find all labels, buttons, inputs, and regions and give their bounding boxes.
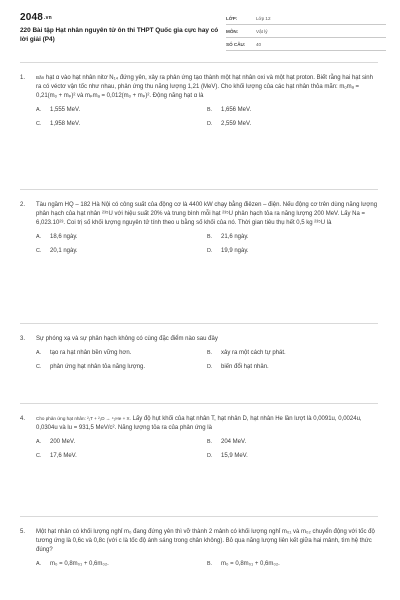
option-c[interactable] — [36, 121, 207, 127]
logo-suffix: .vn — [44, 15, 52, 21]
option-letter: B. — [207, 350, 213, 357]
option-text: 2,559 MeV. — [221, 121, 252, 128]
meta-row-class — [226, 14, 386, 25]
option-letter: D. — [207, 453, 213, 460]
question-5 — [20, 516, 378, 600]
question-stem: Một hạt nhân có khối lượng nghỉ m₀ đang đứng yên thì vỡ thành 2 mảnh có khối lượng nghỉ m₀₁ và m₀₂ chuyển động với tốc độ tương ứng là 0,6c và 0,8c (với c là tốc độ ánh sáng trong chân không). Bỏ qua năng lượng liên kết giữa hai mảnh, tìm hệ thức đúng? — [36, 529, 375, 554]
option-letter: C. — [36, 121, 42, 128]
question-body — [20, 74, 378, 101]
meta-row-subject — [226, 27, 386, 38]
option-d[interactable] — [207, 453, 378, 459]
question-lead: Bắn — [36, 75, 45, 80]
question-text — [36, 74, 378, 101]
option-text: m₀ = 0,8m₀₁ + 0,6m₀₂. — [50, 561, 109, 568]
option-a[interactable] — [36, 350, 207, 356]
question-stem: Sự phóng xạ và sự phân hạch không có cùng đặc điểm nào sau đây — [36, 336, 218, 342]
option-text: 1,958 MeV. — [50, 121, 81, 128]
option-b[interactable] — [207, 439, 378, 445]
meta-label: LỚP: — [226, 15, 238, 21]
meta-row-count — [226, 40, 386, 51]
option-letter: B. — [207, 439, 213, 446]
option-b[interactable] — [207, 561, 378, 567]
question-list — [0, 62, 400, 600]
option-b[interactable] — [207, 107, 378, 113]
option-text: 19,9 ngày. — [221, 248, 249, 255]
meta-label: SỐ CÂU: — [226, 41, 246, 47]
question-text — [36, 528, 378, 555]
logo-text: 2048 — [20, 12, 44, 23]
answer-options — [20, 107, 378, 127]
option-letter: B. — [207, 107, 213, 114]
option-b[interactable] — [207, 350, 378, 356]
option-text: 200 MeV. — [50, 439, 76, 446]
option-text: 204 MeV. — [221, 439, 247, 446]
question-body — [20, 201, 378, 228]
option-text: 20,1 ngày. — [50, 248, 78, 255]
option-a[interactable] — [36, 439, 207, 445]
question-text — [36, 335, 378, 344]
option-text: m₀ = 0,8m₀₁ + 0,6m₀₂. — [221, 561, 280, 568]
option-text: 17,6 MeV. — [50, 453, 77, 460]
meta-value: 40 — [256, 41, 262, 47]
question-body — [20, 335, 378, 344]
option-text: 1,555 MeV. — [50, 107, 81, 114]
question-1 — [20, 62, 378, 189]
option-text: phản ứng hạt nhân tỏa năng lượng. — [50, 364, 146, 371]
question-2 — [20, 189, 378, 323]
option-text: 1,656 MeV. — [221, 107, 252, 114]
option-letter: C. — [36, 453, 42, 460]
question-number: 2. — [20, 202, 26, 208]
option-letter: D. — [207, 121, 213, 128]
option-letter: B. — [207, 561, 213, 568]
option-letter: A. — [36, 107, 42, 114]
question-text — [36, 201, 378, 228]
question-stem: hạt α vào hạt nhân nitơ N₁₄ đứng yên, xảy ra phản ứng tạo thành một hạt nhân oxi và một hạt proton. Biết rằng hai hạt sinh ra có véctơ vận tốc như nhau, phản ứng thu năng lượng 1,21 (MeV). Cho khối lượng của các hạt nhân thỏa mãn: mₒmₐ = 0,21(mₒ + mₚ)² và mₚmₐ = 0,012(mₒ + mₚ)². Động năng hạt α là — [36, 75, 373, 100]
option-c[interactable] — [36, 248, 207, 254]
answer-options — [20, 561, 378, 567]
document-meta — [226, 14, 386, 53]
option-letter: B. — [207, 234, 213, 241]
question-number: 3. — [20, 336, 26, 342]
question-lead: Cho phản ứng hạt nhân: ²₁T + ²₁D → ⁴₂He + X. — [36, 416, 131, 421]
option-a[interactable] — [36, 234, 207, 240]
question-text — [36, 415, 378, 433]
option-c[interactable] — [36, 453, 207, 459]
option-a[interactable] — [36, 561, 207, 567]
option-letter: C. — [36, 248, 42, 255]
option-text: tạo ra hạt nhân bền vững hơn. — [50, 350, 132, 357]
question-stem: Lấy độ hụt khối của hạt nhân T, hạt nhân D, hạt nhân He lần lượt là 0,0091u, 0,0024u, 0,0304u và lu = 931,5 MeV/c². Năng lượng tỏa ra của phản ứng là — [36, 416, 362, 432]
answer-options — [20, 234, 378, 254]
option-text: 15,9 MeV. — [221, 453, 248, 460]
page-header — [0, 0, 400, 62]
answer-options — [20, 439, 378, 459]
question-4 — [20, 403, 378, 516]
meta-label: MÔN: — [226, 28, 239, 34]
question-number: 5. — [20, 529, 26, 535]
option-text: 18,6 ngày. — [50, 234, 78, 241]
option-letter: A. — [36, 561, 42, 568]
question-body — [20, 415, 378, 433]
option-a[interactable] — [36, 107, 207, 113]
question-number: 1. — [20, 75, 26, 81]
option-letter: A. — [36, 439, 42, 446]
option-letter: A. — [36, 234, 42, 241]
option-letter: C. — [36, 364, 42, 371]
answer-options — [20, 350, 378, 370]
option-letter: A. — [36, 350, 42, 357]
option-text: 21,6 ngày. — [221, 234, 249, 241]
document-title: 220 Bài tập Hạt nhân nguyên tử ôn thi THPT Quốc gia cực hay có lời giải (P4) — [20, 27, 219, 43]
option-letter: D. — [207, 248, 213, 255]
option-text: xảy ra một cách tự phát. — [221, 350, 286, 357]
question-stem: Tàu ngầm HQ – 182 Hà Nội có công suất của động cơ là 4400 kW chạy bằng điêzen – điện. Nếu động cơ trên dùng năng lượng phân hạch của hạt nhân ²³⁵U với hiệu suất 20% và trung bình mỗi hạt ²³⁵U phân hạch tỏa ra năng lượng 200 MeV. Lấy Na = 6,023.10²³. Coi trị số khối lượng nguyên tử tính theo u bằng số khối của nó. Thời gian tiêu thụ hết 0,5 kg ²³⁵U là — [36, 202, 378, 227]
option-b[interactable] — [207, 234, 378, 240]
option-d[interactable] — [207, 248, 378, 254]
option-d[interactable] — [207, 121, 378, 127]
question-body — [20, 528, 378, 555]
question-number: 4. — [20, 416, 26, 422]
option-d[interactable] — [207, 364, 378, 370]
meta-value: Lớp 12 — [256, 15, 271, 21]
option-text: biến đổi hạt nhân. — [221, 364, 269, 371]
option-letter: D. — [207, 364, 213, 371]
meta-value: Vật lý — [256, 28, 268, 34]
option-c[interactable] — [36, 364, 207, 370]
question-3 — [20, 323, 378, 403]
